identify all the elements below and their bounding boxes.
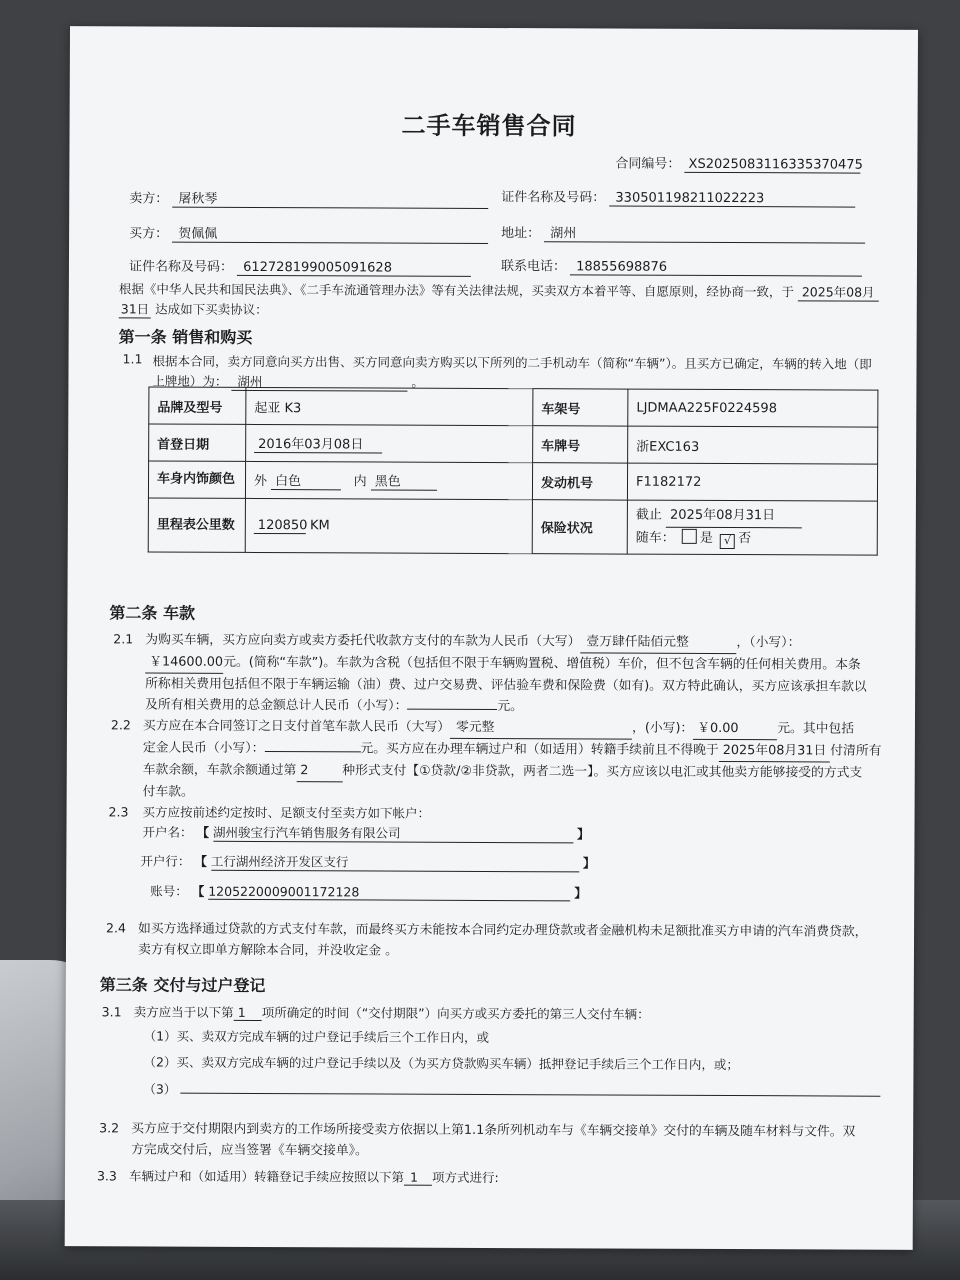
mileage-label: 里程表公里数: [148, 498, 245, 552]
vin-label: 车架号: [533, 389, 628, 426]
article1-end: 。: [411, 374, 424, 390]
int-color: 黑色: [371, 470, 437, 490]
p32-num: 3.2: [99, 1120, 120, 1136]
table-row: [148, 498, 877, 555]
reg-date-cell: [246, 424, 533, 462]
seller-id-value: 330501198211022223: [609, 191, 855, 208]
plate-label: 车牌号: [533, 426, 628, 463]
buyer-phone-value: 18855698876: [570, 259, 862, 276]
p22-date: 2025年08月31日: [719, 740, 831, 762]
transfer-place: 湖州: [231, 372, 407, 392]
buyer-phone-label: 联系电话：: [500, 259, 567, 275]
brand-label: 品牌及型号: [149, 387, 246, 424]
insurance-label: 保险状况: [532, 500, 627, 554]
account-value: 1205220009001172128: [208, 884, 570, 902]
p33-line: [129, 1166, 499, 1186]
insurance-prefix: 截止: [635, 507, 662, 523]
p31-item3-blank: [180, 1093, 880, 1097]
p22-text-d: 定金人民币（小写）：: [142, 740, 265, 757]
follow-label: 随车：: [635, 530, 675, 546]
p31-text-b: 项所确定的时间（“交付期限”）向买方或买方委托的第三人交付车辆：: [261, 1004, 650, 1022]
vin-value: LJDMAA225F0224598: [628, 389, 878, 427]
bank-name-row: [142, 822, 589, 843]
p21-text-d: 所称相关费用包括但不限于车辆运输（油）费、过户交易费、评估验车费和保险费（如有)。双方特此确认，买方应该承担车款以: [145, 676, 867, 695]
p22-method-no: 2: [296, 760, 342, 782]
account-label: 账号：: [150, 883, 188, 899]
p21-text-b: ，（小写）：: [736, 635, 801, 651]
p22-text-f: 付清所有: [830, 743, 882, 759]
bracket-left: 【: [191, 883, 205, 899]
preamble-line2: [119, 299, 268, 319]
preamble-date-a: 2025年08月: [798, 282, 879, 301]
p22-text-c: 元。其中包括: [777, 721, 855, 737]
p23-num: 2.3: [108, 804, 129, 820]
vehicle-table: [148, 386, 879, 555]
p21-upper-amount: 壹万肆仟陆佰元整: [580, 631, 736, 654]
int-prefix: 内: [353, 474, 367, 490]
no-label: 否: [738, 531, 752, 547]
buyer-addr-label: 地址：: [501, 226, 541, 242]
p22-text-i: 付车款。: [142, 784, 194, 800]
bank-label: 开户行：: [140, 853, 191, 869]
color-cell: [245, 461, 532, 499]
buyer-id-row: [129, 255, 471, 276]
p31-line: [134, 1002, 650, 1022]
seller-row: [129, 187, 488, 209]
bracket-right: 】: [582, 855, 596, 871]
seller-id-label: 证件名称及号码：: [501, 190, 606, 206]
bank-value: 工行湖州经济开发区支行: [211, 852, 579, 873]
plate-value: 浙EXC163: [628, 426, 878, 464]
p22-text-b: ，(小写)：: [632, 720, 694, 736]
preamble-text: 根据《中华人民共和国民法典》、《二手车流通管理办法》等有关法律法规，买卖双方本着平等、自愿原则，经协商一致，于: [118, 281, 794, 300]
document-title: 二手车销售合同: [401, 111, 577, 141]
p21-text-e: 及所有相关费用的总金额总计人民币（小写）：: [145, 697, 408, 714]
contract-no-label: 合同编号：: [615, 156, 681, 172]
reg-date-label: 首登日期: [149, 424, 246, 461]
p33-text-a: 车辆过户和（如适用）转籍登记手续应按照以下第: [128, 1168, 405, 1185]
reg-date-value: 2016年03月08日: [254, 433, 382, 454]
p31-item-no: 1: [234, 1005, 262, 1021]
p31-item3: （3）: [143, 1081, 177, 1097]
mileage-cell: [245, 498, 532, 553]
p24-text-b: 卖方有权立即单方解除本合同，并没收定金 。: [137, 942, 399, 959]
p22-lower-amount: ￥0.00: [693, 718, 777, 740]
p33-item-no: 1: [404, 1170, 432, 1186]
buyer-row: [129, 222, 488, 244]
bracket-right: 】: [574, 885, 587, 901]
engine-value: F1182172: [627, 463, 877, 501]
article1-text: 根据本合同，卖方同意向买方出售、买方同意向卖方购买以下所列的二手机动车（简称“车辆”）。且买方已确定，车辆的转入地（即: [152, 353, 872, 372]
seller-name: 屠秋琴: [172, 188, 488, 209]
yes-checkbox: [682, 529, 697, 544]
p32-text-a: 买方应于交付期限内到卖方的工作场所接受卖方依据以上第1.1条所列机动车与《车辆交接单》交付的车辆及随车材料与文件。双: [131, 1121, 856, 1140]
buyer-addr-row: [501, 222, 865, 244]
bank-name-value: 湖州骏宝行汽车销售服务有限公司: [213, 823, 573, 844]
bracket-left: 【: [196, 824, 210, 840]
p23-text: 买方应按前述约定按时、足额支付至卖方如下帐户：: [142, 804, 431, 821]
p31-num: 3.1: [101, 1004, 122, 1020]
p32-text-b: 方完成交付后，应当签署《车辆交接单》。: [131, 1142, 368, 1159]
p22-text-h: 种形式支付【①贷款/②非贷款，两者二选一】。买方应该以电汇或其他卖方能够接受的方式支: [342, 763, 863, 781]
buyer-name: 贺佩佩: [172, 223, 488, 244]
ext-prefix: 外: [253, 473, 268, 490]
article1-heading: 第一条 销售和购买: [118, 327, 253, 347]
bracket-left: 【: [194, 853, 207, 869]
article2-heading: 第二条 车款: [109, 603, 196, 623]
engine-label: 发动机号: [532, 463, 627, 500]
p22-num: 2.2: [110, 717, 131, 733]
bank-row: [140, 851, 595, 872]
bank-name-label: 开户名：: [142, 824, 193, 840]
buyer-label: 买方：: [129, 226, 169, 242]
mileage-unit: KM: [309, 517, 330, 533]
p31-text-a: 卖方应当于以下第: [133, 1004, 234, 1020]
seller-id-row: [501, 186, 855, 208]
p21-lower-amount: ￥14600.00: [145, 651, 223, 673]
contract-paper: [65, 26, 918, 1250]
no-checkbox: √: [720, 534, 735, 549]
p21-num: 2.1: [113, 631, 134, 647]
p33-num: 3.3: [96, 1168, 117, 1184]
p32-paragraph: [131, 1118, 855, 1163]
p31-item3-row: [143, 1079, 880, 1100]
p24-text-a: 如买方选择通过贷款的方式支付车款，而最终买方未能按本合同约定办理贷款或者金融机构未足额批准买方申请的汽车消费贷款，: [138, 921, 868, 940]
color-label: 车身内饰颜色: [148, 461, 245, 498]
p22-text-g: 车款余额，车款余额通过第: [142, 762, 297, 779]
table-row: [149, 387, 878, 427]
buyer-phone-row: [501, 255, 862, 277]
article1-num: 1.1: [122, 351, 143, 367]
buyer-addr-value: 湖州: [544, 222, 865, 243]
preamble-text2: 达成如下买卖协议：: [155, 301, 268, 318]
table-row: [148, 461, 877, 501]
table-row: [149, 424, 878, 464]
p22-deposit-blank: [264, 751, 360, 752]
p21-text-c: 元。(简称“车款”)。车款为含税（包括但不限于车辆购置税、增值税）车价，但不包含车辆的任何相关费用。本条: [223, 654, 861, 673]
p24-num: 2.4: [106, 920, 126, 936]
preamble-date-b: 31日: [119, 299, 151, 318]
p22-text-e: 元。买方应在办理车辆过户和（如适用）转籍手续前且不得晚于: [360, 741, 719, 758]
ext-color: 白色: [271, 470, 341, 490]
p21-text-f: 元。: [497, 699, 524, 715]
yes-label: 是: [699, 530, 713, 546]
insurance-date: 2025年08月31日: [666, 505, 802, 529]
mileage-value: 120850: [254, 517, 306, 533]
contract-no-value: XS2025083116335370475: [685, 157, 861, 174]
buyer-id-value: 612728199005091628: [237, 260, 471, 277]
buyer-id-label: 证件名称及号码：: [128, 259, 234, 275]
article1-text2: 上牌地）为：: [152, 373, 228, 389]
seller-label: 卖方：: [129, 191, 169, 207]
p21-text-a: 为购买车辆，买方应向卖方或卖方委托代收款方支付的车款为人民币（大写）: [145, 632, 581, 650]
article3-heading: 第三条 交付与过户登记: [99, 975, 266, 996]
preamble-line1: [119, 279, 879, 301]
p21-total-blank: [407, 709, 497, 710]
p24-paragraph: [138, 918, 868, 963]
bracket-right: 】: [576, 826, 590, 842]
p22-paragraph: [143, 715, 882, 805]
p22-text-a: 买方应在本合同签订之日支付首笔车款人民币（大写）: [142, 718, 451, 735]
p22-upper-amount: 零元整: [450, 717, 632, 740]
account-row: [150, 882, 587, 902]
insurance-cell: [627, 500, 877, 555]
contract-no: [615, 153, 863, 174]
p33-text-b: 项方式进行:: [431, 1169, 499, 1186]
p21-paragraph: [145, 629, 867, 718]
p31-item1: （1）买、卖双方完成车辆的过户登记手续后三个工作日内，或: [143, 1028, 490, 1045]
p31-item2: （2）买、卖双方完成车辆的过户登记手续以及（为买方贷款购买车辆）抵押登记手续后三个工作日内，或；: [143, 1054, 739, 1073]
brand-value: 起亚 K3: [246, 387, 533, 425]
